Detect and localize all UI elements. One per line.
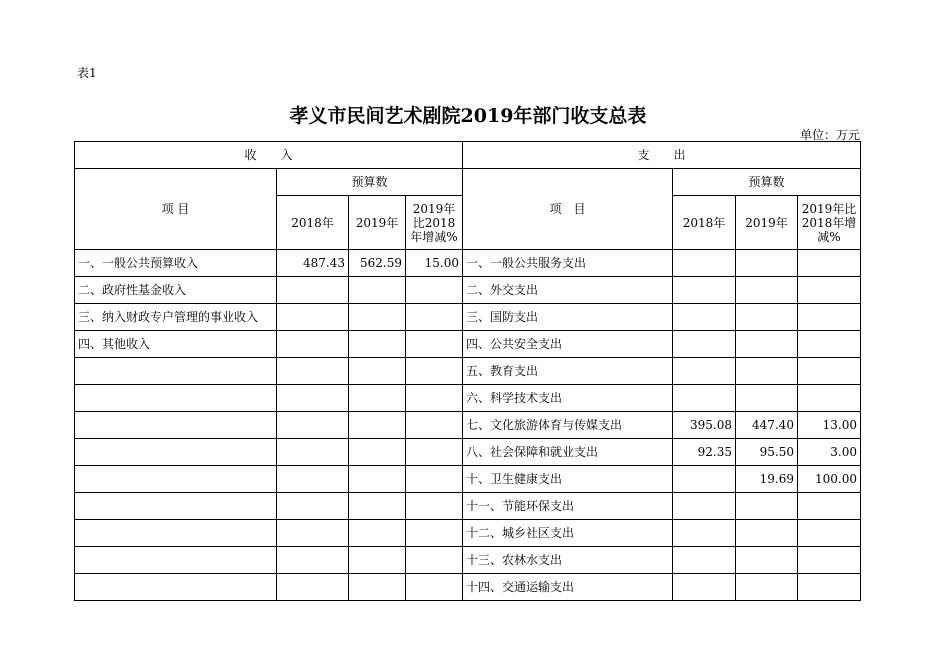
expense-budget-header: 预算数 <box>673 169 861 196</box>
expense-change-cell <box>798 574 861 601</box>
income-change-cell <box>406 277 463 304</box>
income-change-cell <box>406 520 463 547</box>
expense-change-cell <box>798 304 861 331</box>
income-change-cell <box>406 358 463 385</box>
expense-2018-cell <box>673 304 736 331</box>
table-row <box>75 331 861 358</box>
income-item-cell <box>75 358 277 385</box>
income-2018-cell <box>277 358 349 385</box>
table-row <box>75 304 861 331</box>
income-section-header: 收 入 <box>75 142 463 169</box>
expense-change-header: 2019年比2018年增减% <box>798 196 861 250</box>
income-item-header: 项 目 <box>75 169 277 250</box>
income-2019-cell <box>349 277 406 304</box>
table-row <box>75 466 861 493</box>
income-2019-cell <box>349 520 406 547</box>
expense-2018-cell <box>673 520 736 547</box>
expense-2018-header: 2018年 <box>673 196 736 250</box>
income-2018-cell <box>277 520 349 547</box>
expense-change-cell <box>798 493 861 520</box>
expense-item-cell: 十三、农林水支出 <box>463 547 673 574</box>
income-2019-cell <box>349 304 406 331</box>
expense-change-cell: 13.00 <box>798 412 861 439</box>
income-2018-cell <box>277 439 349 466</box>
income-2019-cell <box>349 466 406 493</box>
expense-2018-cell <box>673 493 736 520</box>
expense-2019-cell: 95.50 <box>736 439 798 466</box>
expense-2019-cell <box>736 331 798 358</box>
expense-2018-cell <box>673 331 736 358</box>
income-2019-cell <box>349 547 406 574</box>
income-item-cell <box>75 520 277 547</box>
income-2019-cell <box>349 574 406 601</box>
income-2018-cell <box>277 547 349 574</box>
income-item-cell: 一、一般公共预算收入 <box>75 250 277 277</box>
expense-2019-cell <box>736 547 798 574</box>
expense-section-header: 支 出 <box>463 142 861 169</box>
expense-2018-cell <box>673 466 736 493</box>
income-item-cell <box>75 466 277 493</box>
expense-change-cell <box>798 358 861 385</box>
income-2019-cell <box>349 358 406 385</box>
income-2019-cell <box>349 493 406 520</box>
expense-change-cell <box>798 331 861 358</box>
expense-change-cell <box>798 277 861 304</box>
table-row <box>75 574 861 601</box>
income-change-cell <box>406 439 463 466</box>
expense-2018-cell <box>673 385 736 412</box>
expense-item-cell: 五、教育支出 <box>463 358 673 385</box>
expense-2019-cell: 19.69 <box>736 466 798 493</box>
expense-item-cell: 十四、交通运输支出 <box>463 574 673 601</box>
income-2018-cell <box>277 277 349 304</box>
expense-item-cell: 三、国防支出 <box>463 304 673 331</box>
expense-2019-cell <box>736 493 798 520</box>
expense-change-cell: 3.00 <box>798 439 861 466</box>
income-item-cell <box>75 412 277 439</box>
unit-label: 单位：万元 <box>799 128 860 142</box>
income-2019-cell: 562.59 <box>349 250 406 277</box>
expense-2018-cell <box>673 574 736 601</box>
income-2018-cell <box>277 304 349 331</box>
income-change-cell <box>406 304 463 331</box>
income-2018-cell <box>277 331 349 358</box>
income-change-cell: 15.00 <box>406 250 463 277</box>
expense-2018-cell: 395.08 <box>673 412 736 439</box>
income-item-cell <box>75 574 277 601</box>
income-change-cell <box>406 412 463 439</box>
expense-change-cell: 100.00 <box>798 466 861 493</box>
expense-2018-cell <box>673 277 736 304</box>
expense-2019-cell: 447.40 <box>736 412 798 439</box>
income-change-cell <box>406 493 463 520</box>
income-2018-cell <box>277 385 349 412</box>
expense-2019-cell <box>736 358 798 385</box>
income-change-cell <box>406 574 463 601</box>
income-2019-cell <box>349 412 406 439</box>
expense-item-cell: 十二、城乡社区支出 <box>463 520 673 547</box>
table-row <box>75 250 861 277</box>
expense-2019-cell <box>736 385 798 412</box>
expense-2018-cell: 92.35 <box>673 439 736 466</box>
expense-item-cell: 一、一般公共服务支出 <box>463 250 673 277</box>
expense-item-cell: 六、科学技术支出 <box>463 385 673 412</box>
budget-table <box>74 141 861 601</box>
income-2018-cell <box>277 466 349 493</box>
expense-change-cell <box>798 250 861 277</box>
income-change-cell <box>406 331 463 358</box>
expense-item-cell: 十一、节能环保支出 <box>463 493 673 520</box>
expense-2019-cell <box>736 574 798 601</box>
table-row <box>75 277 861 304</box>
income-2018-cell <box>277 493 349 520</box>
expense-item-header: 项 目 <box>463 169 673 250</box>
income-item-cell: 四、其他收入 <box>75 331 277 358</box>
expense-item-cell: 十、卫生健康支出 <box>463 466 673 493</box>
income-item-cell: 二、政府性基金收入 <box>75 277 277 304</box>
expense-2018-cell <box>673 358 736 385</box>
expense-2019-cell <box>736 520 798 547</box>
income-item-cell <box>75 547 277 574</box>
expense-item-cell: 八、社会保障和就业支出 <box>463 439 673 466</box>
expense-2019-header: 2019年 <box>736 196 798 250</box>
income-change-cell <box>406 466 463 493</box>
expense-2019-cell <box>736 304 798 331</box>
expense-item-cell: 四、公共安全支出 <box>463 331 673 358</box>
income-item-cell <box>75 439 277 466</box>
income-2019-cell <box>349 439 406 466</box>
table-number: 表1 <box>77 66 97 80</box>
table-row <box>75 358 861 385</box>
income-2018-cell <box>277 574 349 601</box>
expense-change-cell <box>798 520 861 547</box>
expense-item-cell: 二、外交支出 <box>463 277 673 304</box>
expense-2019-cell <box>736 277 798 304</box>
table-row <box>75 412 861 439</box>
document-title: 孝义市民间艺术剧院2019年部门收支总表 <box>289 105 647 127</box>
income-item-cell <box>75 493 277 520</box>
income-change-header: 2019年比2018年增减% <box>406 196 463 250</box>
table-row <box>75 520 861 547</box>
expense-2019-cell <box>736 250 798 277</box>
table-row <box>75 439 861 466</box>
income-change-cell <box>406 547 463 574</box>
expense-item-cell: 七、文化旅游体育与传媒支出 <box>463 412 673 439</box>
income-2018-cell <box>277 412 349 439</box>
table-row <box>75 493 861 520</box>
income-change-cell <box>406 385 463 412</box>
table-row <box>75 385 861 412</box>
expense-2018-cell <box>673 250 736 277</box>
table-row <box>75 547 861 574</box>
income-2019-header: 2019年 <box>349 196 406 250</box>
income-item-cell <box>75 385 277 412</box>
income-2018-cell: 487.43 <box>277 250 349 277</box>
income-2019-cell <box>349 385 406 412</box>
income-2019-cell <box>349 331 406 358</box>
expense-change-cell <box>798 385 861 412</box>
income-2018-header: 2018年 <box>277 196 349 250</box>
expense-2018-cell <box>673 547 736 574</box>
income-item-cell: 三、纳入财政专户管理的事业收入 <box>75 304 277 331</box>
expense-change-cell <box>798 547 861 574</box>
income-budget-header: 预算数 <box>277 169 463 196</box>
